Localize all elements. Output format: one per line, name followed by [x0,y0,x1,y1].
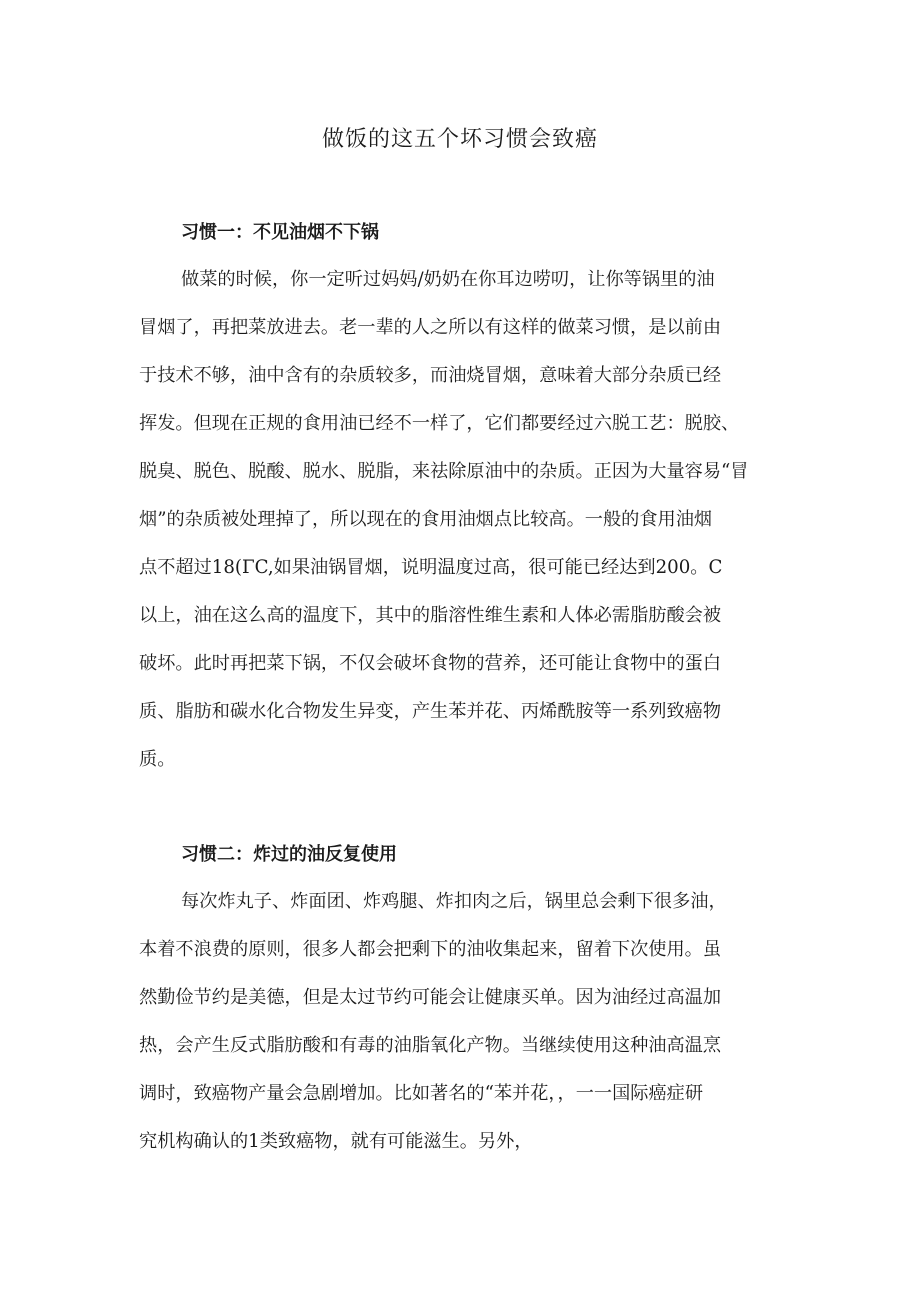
section-heading-habit-2: 习惯二：炸过的油反复使用 [181,844,397,865]
paragraph-line: 于技术不够，油中含有的杂质较多，而油烧冒烟，意味着大部分杂质已经 [139,365,722,386]
paragraph-line: 点不超过18(ΓC,如果油锅冒烟，说明温度过高，很可能已经达到200。C [139,557,723,578]
paragraph-line: 本着不浪费的原则，很多人都会把剩下的油收集起来，留着下次使用。虽 [139,939,722,960]
paragraph-line: 脱臭、脱色、脱酸、脱水、脱脂，来祛除原油中的杂质。正因为大量容易“冒 [139,461,749,482]
paragraph-line: 每次炸丸子、炸面团、炸鸡腿、炸扣肉之后，锅里总会剩下很多油， [181,891,727,912]
paragraph-line: 冒烟了，再把菜放进去。老一辈的人之所以有这样的做菜习惯，是以前由 [139,317,722,338]
paragraph-line: 挥发。但现在正规的食用油已经不一样了，它们都要经过六脱工艺：脱胶、 [139,413,740,434]
section-heading-habit-1: 习惯一：不见油烟不下锅 [181,222,379,243]
paragraph-line: 做菜的时候，你一定听过妈妈/奶奶在你耳边唠叨，让你等锅里的油 [181,269,715,290]
paragraph-line: 究机构确认的1类致癌物，就有可能滋生。另外， [139,1131,533,1152]
paragraph-line: 以上，油在这么高的温度下，其中的脂溶性维生素和人体必需脂肪酸会被 [139,605,722,626]
paragraph-line: 质。 [139,749,176,770]
paragraph-line: 调时，致癌物产量会急剧增加。比如著名的“苯并花，，一一国际癌症研 [139,1083,704,1104]
document-title: 做饭的这五个坏习惯会致癌 [321,127,598,152]
paragraph-line: 热，会产生反式脂肪酸和有毒的油脂氧化产物。当继续使用这种油高温烹 [139,1035,722,1056]
paragraph-line: 破坏。此时再把菜下锅，不仅会破坏食物的营养，还可能让食物中的蛋白 [139,653,722,674]
paragraph-line: 质、脂肪和碳水化合物发生异变，产生苯并花、丙烯酰胺等一系列致癌物 [139,701,722,722]
paragraph-line: 然勤俭节约是美德，但是太过节约可能会让健康买单。因为油经过高温加 [139,987,722,1008]
paragraph-line: 烟”的杂质被处理掉了，所以现在的食用油烟点比较高。一般的食用油烟 [139,509,713,530]
